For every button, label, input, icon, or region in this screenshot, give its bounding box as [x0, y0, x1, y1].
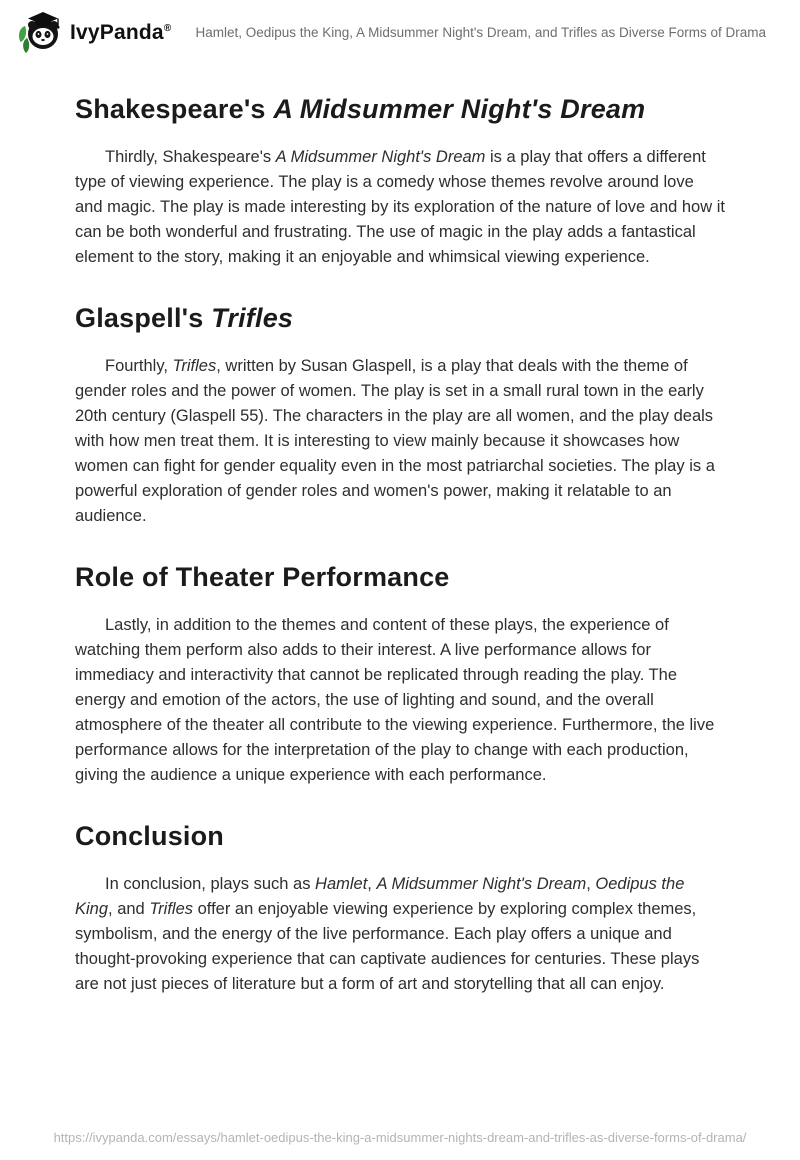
page-header [0, 0, 800, 65]
paragraph: Thirdly, Shakespeare's A Midsummer Night's Dream is a play that offers a different type of viewing experience. The play is a comedy whose themes revolve around love and magic. The play is made interesting by its exploration of the nature of love and how it can be both wonderful and frustrating. The use of magic in the play adds a fantastical element to the story, making it an enjoyable and whimsical viewing experience. [75, 148, 725, 266]
section-heading: Shakespeare's A Midsummer Night's Dream [75, 94, 646, 124]
registered-mark: ® [163, 22, 172, 34]
ivypanda-logo-icon [16, 9, 63, 56]
paragraph: Lastly, in addition to the themes and content of these plays, the experience of watching them perform also adds to their interest. A live performance allows for immediacy and interactivity that cannot be replicated through reading the play. The energy and emotion of the actors, the use of lighting and sound, and the overall atmosphere of the theater all contribute to the viewing experience. Furthermore, the live performance allows for the interpretation of the play to change with each production, giving the audience a unique experience with each performance. [75, 616, 715, 784]
brand[interactable] [16, 9, 171, 56]
section-heading: Role of Theater Performance [75, 562, 450, 592]
page-footer [0, 1129, 800, 1147]
section-conclusion [75, 821, 725, 997]
paragraph: Fourthly, Trifles, written by Susan Glaspell, is a play that deals with the theme of gender roles and the power of women. The play is set in a small rural town in the early 20th century (Glaspell 55). The characters in the play are all women, and the play deals with how men treat them. It is interesting to view mainly because it showcases how women can fight for gender equality even in the most patriarchal societies. The play is a powerful exploration of gender roles and women's power, making it relatable to an audience. [75, 357, 715, 525]
section-midsummer [75, 94, 725, 270]
paragraph: In conclusion, plays such as Hamlet, A Midsummer Night's Dream, Oedipus the King, and Trifles offer an enjoyable viewing experience by exploring complex themes, symbolism, and the energy of the live performance. Each play offers a unique and thought-provoking experience that can captivate audiences for centuries. These plays are not just pieces of literature but a form of art and storytelling that all can enjoy. [75, 875, 700, 993]
source-url-link[interactable]: https://ivypanda.com/essays/hamlet-oedipus-the-king-a-midsummer-nights-dream-and-trifles-as-diverse-forms-of-drama/ [53, 1130, 747, 1145]
section-heading: Glaspell's Trifles [75, 303, 294, 333]
document-title: Hamlet, Oedipus the King, A Midsummer Night's Dream, and Trifles as Diverse Forms of Drama [195, 25, 766, 40]
section-theater-performance [75, 562, 725, 788]
brand-name: IvyPanda® [70, 20, 172, 44]
essay-content [0, 65, 800, 997]
section-trifles [75, 303, 725, 529]
section-heading: Conclusion [75, 821, 224, 851]
